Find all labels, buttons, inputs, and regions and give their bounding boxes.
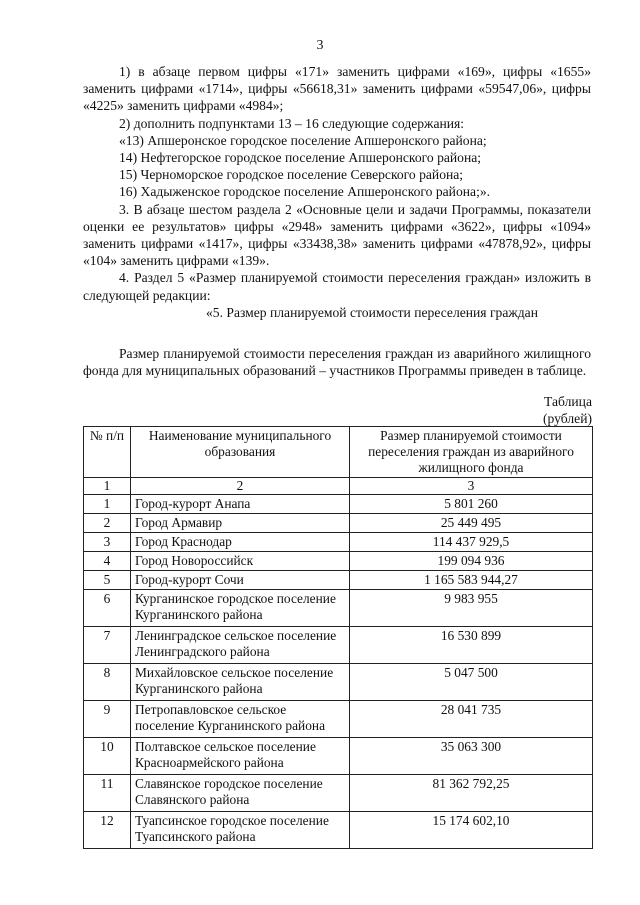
table-row [84, 495, 593, 514]
row-num: 6 [84, 590, 131, 627]
row-num: 12 [84, 812, 131, 849]
row-cost: 1 165 583 944,27 [350, 571, 593, 590]
row-num: 9 [84, 701, 131, 738]
row-num: 8 [84, 664, 131, 701]
row-name: Город Новороссийск [131, 552, 350, 571]
row-num: 1 [84, 495, 131, 514]
table-row [84, 552, 593, 571]
row-cost: 15 174 602,10 [350, 812, 593, 849]
header-cost: Размер планируемой стоимости переселения граждан из аварийного жилищного фонда [350, 427, 593, 478]
row-cost: 9 983 955 [350, 590, 593, 627]
row-cost: 25 449 495 [350, 514, 593, 533]
row-cost: 81 362 792,25 [350, 775, 593, 812]
row-cost: 5 047 500 [350, 664, 593, 701]
table-row [84, 571, 593, 590]
table-row [84, 627, 593, 664]
paragraph-table-intro: Размер планируемой стоимости переселения граждан из аварийного жилищного фонда для муниципальных образований – участников Программы приведен в таблице. [83, 346, 591, 379]
row-cost: 16 530 899 [350, 627, 593, 664]
list-item-16: 16) Хадыженское городское поселение Апшеронского района;». [119, 184, 491, 200]
list-item-14: 14) Нефтегорское городское поселение Апшеронского района; [119, 150, 482, 166]
index-cell: 1 [84, 478, 131, 495]
row-name: Туапсинское городское поселение Туапсинского района [131, 812, 350, 849]
table-caption [543, 393, 592, 427]
section-heading: «5. Размер планируемой стоимости переселения граждан [206, 304, 538, 320]
table-header-row [84, 427, 593, 478]
table-index-row [84, 478, 593, 495]
paragraph-amend-1: 1) в абзаце первом цифры «171» заменить цифрами «169», цифры «1655» заменить цифрами «1714», цифры «56618,31» заменить цифрами «59547,06», цифры «4225» заменить цифрами «4984»; [83, 64, 591, 114]
row-name: Город Армавир [131, 514, 350, 533]
row-num: 2 [84, 514, 131, 533]
row-num: 11 [84, 775, 131, 812]
header-num: № п/п [84, 427, 131, 478]
row-cost: 35 063 300 [350, 738, 593, 775]
cost-table [83, 426, 593, 849]
row-name: Ленинградское сельское поселение Ленинградского района [131, 627, 350, 664]
paragraph-amend-3: 3. В абзаце шестом раздела 2 «Основные цели и задачи Программы, показатели оценки ее результатов» цифры «2948» заменить цифрами «3622», цифры «1094» заменить цифрами «1417», цифры «33438,38» заменить цифрами «47878,92», цифры «104» заменить цифрами «139». [83, 201, 591, 269]
row-cost: 114 437 929,5 [350, 533, 593, 552]
table-row [84, 664, 593, 701]
row-cost: 199 094 936 [350, 552, 593, 571]
table-row [84, 775, 593, 812]
row-num: 7 [84, 627, 131, 664]
row-name: Город Краснодар [131, 533, 350, 552]
index-cell: 3 [350, 478, 593, 495]
row-cost: 28 041 735 [350, 701, 593, 738]
table-row [84, 533, 593, 552]
row-name: Михайловское сельское поселение Курганинского района [131, 664, 350, 701]
page-number: 3 [316, 38, 324, 53]
header-name: Наименование муниципального образования [131, 427, 350, 478]
table-row [84, 812, 593, 849]
row-name: Город-курорт Анапа [131, 495, 350, 514]
table-row [84, 590, 593, 627]
row-num: 5 [84, 571, 131, 590]
list-item-13: «13) Апшеронское городское поселение Апшеронского района; [119, 132, 487, 148]
table-row [84, 514, 593, 533]
row-name: Полтавское сельское поселение Красноармейского района [131, 738, 350, 775]
row-num: 10 [84, 738, 131, 775]
row-cost: 5 801 260 [350, 495, 593, 514]
row-name: Петропавловское сельское поселение Курганинского района [131, 701, 350, 738]
row-num: 4 [84, 552, 131, 571]
row-name: Славянское городское поселение Славянского района [131, 775, 350, 812]
table-row [84, 738, 593, 775]
list-item-15: 15) Черноморское городское поселение Северского района; [119, 167, 464, 183]
document-body [83, 63, 591, 379]
row-num: 3 [84, 533, 131, 552]
table-caption-unit: (рублей) [543, 411, 592, 426]
table-row [84, 701, 593, 738]
paragraph-amend-4: 4. Раздел 5 «Размер планируемой стоимости переселения граждан» изложить в следующей редакции: [83, 270, 591, 303]
index-cell: 2 [131, 478, 350, 495]
table-caption-title: Таблица [544, 394, 592, 409]
row-name: Город-курорт Сочи [131, 571, 350, 590]
spacer [83, 321, 591, 345]
row-name: Курганинское городское поселение Курганинского района [131, 590, 350, 627]
paragraph-amend-2: 2) дополнить подпунктами 13 – 16 следующие содержания: [119, 115, 465, 131]
